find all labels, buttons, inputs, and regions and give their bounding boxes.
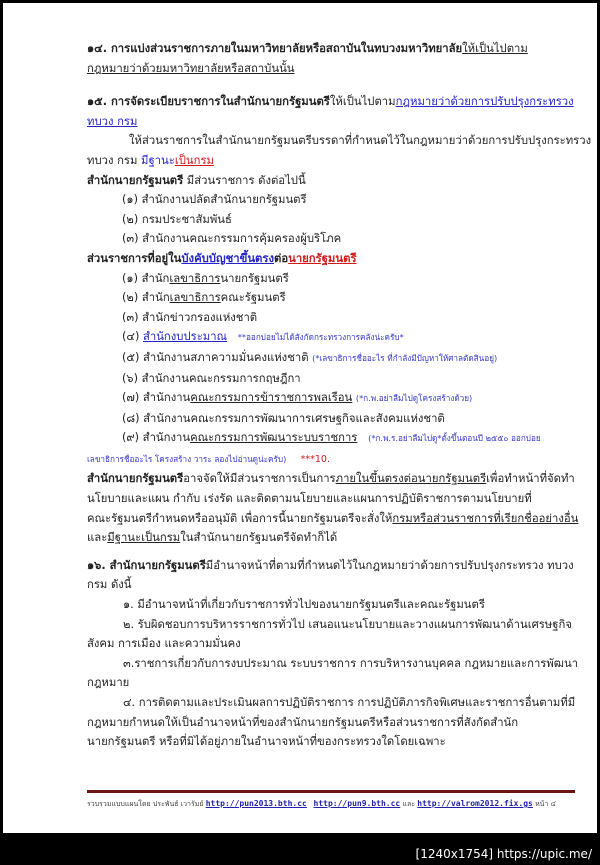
direct-label-b: บังคับบัญชาขึ้นตรง [181, 251, 274, 265]
para2-text-e: ในสำนักนายกรัฐมนตรีจัดทำก็ได้ [180, 531, 338, 545]
list-item [87, 388, 577, 409]
section-16-title: ๑๖. สำนักนายกรัฐมนตรี [87, 558, 206, 572]
direct-label-a: ส่วนราชการที่อยู่ใน [87, 251, 182, 265]
item-suffix: นายกรัฐมนตรี [220, 271, 289, 285]
section-15-title: ๑๕. การจัดระเบียบราชการในสำนักนายกรัฐมนตรี [87, 95, 330, 109]
item-suffix: คณะรัฐมนตรี [220, 291, 286, 305]
footer-and: และ [400, 800, 418, 808]
item-underlined: เลขาธิการ [169, 271, 221, 285]
para2-underlined-2: กรมหรือส่วนราชการที่เรียกชื่ออย่างอื่น [392, 511, 579, 525]
section-14-line2 [87, 59, 577, 79]
list-item: ๒. รับผิดชอบการบริหารราชการทั่วไป เสนอแนะนโยบายและวางแผนการพัฒนาด้านเศรษฐกิจ [123, 617, 572, 631]
list-item [87, 308, 577, 328]
list-item [87, 369, 577, 389]
section-14-heading [87, 39, 577, 59]
direct-units-heading [87, 249, 577, 269]
item-prefix: (๖) สำนักงานคณะกรรมการกฤษฎีกา [122, 371, 301, 385]
item-prefix: (๔) [122, 330, 143, 344]
document-body [87, 39, 592, 752]
list-item-cont: กฎหมาย [87, 676, 130, 690]
section-15-para2-line4 [87, 528, 577, 548]
item-prefix: (๒) สำนัก [122, 291, 170, 305]
section-15-line2 [87, 112, 577, 132]
list-item: (๑) สำนักงานปลัดสำนักนายกรัฐมนตรี [122, 193, 307, 207]
section-15-law-link-a[interactable]: กฎหมายว่าด้วยการปรับปรุงกระทรวง [395, 95, 574, 109]
opm-label-rest: มีส่วนราชการ ดังต่อไปนี้ [183, 173, 306, 187]
annotation-mark: ***10. [300, 453, 330, 465]
document-page [3, 3, 597, 833]
annotation-note: (*เลขาธิการชื่ออะไร ที่กำลังมีปัญหาให้ศาลตัดสินอยู่) [312, 352, 498, 363]
list-item: ๔. การติดตามและประเมินผลการปฏิบัติราชการ การปฏิบัติภารกิจพิเศษและราชการอื่นตามที่มี [123, 696, 576, 709]
annotation-note: (*ก.พ.ร.อย่าลืมไปดู*ตั้งขึ้นตอนปี ๒๕๕๐ ออกบ่อย [368, 433, 541, 444]
list-item [87, 269, 577, 289]
footer-link-pun2013[interactable]: http://pun2013.bth.cc [205, 799, 307, 808]
item-underlined: เลขาธิการ [169, 291, 221, 305]
footer-link-pun9[interactable]: http://pun9.bth.cc [313, 799, 401, 808]
footer-divider [87, 790, 575, 793]
section-15-para2-line2: นโยบายและแผน กำกับ เร่งรัด และติดตามนโยบายและแผนการปฏิบัติราชการตามนโยบายที่ [87, 492, 532, 506]
image-host-watermark: [1240x1754] https://upic.me/ [415, 847, 592, 861]
section-14-link-a: ให้เป็นไปตาม [462, 42, 528, 55]
item-underlined: คณะกรรมการพัฒนาระบบราชการ [190, 431, 358, 445]
page-footer [87, 799, 587, 810]
section-14-link-b: กฎหมายว่าด้วยมหาวิทยาลัยหรือสถาบันนั้น [87, 61, 295, 75]
annotation-note: (*ก.พ.อย่าลืมไปดูโครงสร้างด้วย) [355, 393, 473, 404]
list-item [87, 428, 577, 449]
list-item: (๒) กรมประชาสัมพันธ์ [122, 212, 232, 226]
section-15-para1-line2 [87, 151, 577, 171]
list-item: (๓) สำนักงานคณะกรรมการคุ้มครองผู้บริโภค [122, 232, 342, 246]
item-prefix: (๑) สำนัก [122, 271, 170, 285]
annotation-note: **ออกบ่อยไม่ได้สังกัดกระทรวงการคลังน่ะครับ* [237, 332, 404, 343]
section-15-para1-text2: ทบวง กรม [87, 153, 142, 167]
list-item: ๑. มีอำนาจหน้าที่เกี่ยวกับราชการทั่วไปของนายกรัฐมนตรีและคณะรัฐมนตรี [123, 598, 485, 612]
item-prefix: (๕) สำนักงานสภาความมั่นคงแห่งชาติ [122, 350, 309, 364]
item-prefix: (๙) สำนักงาน [122, 431, 191, 445]
section-16-heading [87, 556, 577, 576]
list-item [87, 348, 577, 369]
item-underlined: คณะกรรมการข้าราชการพลเรือน [190, 391, 353, 405]
list-item [87, 409, 577, 429]
section-15-para1 [87, 131, 592, 151]
page-number: หน้า ๔ [532, 800, 556, 808]
para2-text-c: คณะรัฐมนตรีกำหนดหรืออนุมัติ เพื่อการนี้นายกรัฐมนตรีจะสั่งให้ [87, 511, 393, 525]
section-15-heading [87, 92, 577, 112]
para2-underlined-3: มีฐานะเป็นกรม [107, 531, 181, 545]
annotation-continued [87, 449, 577, 470]
section-16-heading-line2: กรม ดังนี้ [87, 578, 132, 592]
section-15-heading-rest: ให้เป็นไปตาม [329, 95, 396, 109]
section-15-para2-line1 [87, 469, 577, 489]
direct-label-c: ต่อ [273, 251, 289, 265]
para2-underlined-1: ภายในขึ้นตรงต่อนายกรัฐมนตรี [335, 472, 487, 486]
section-15-para1-text: ให้ส่วนราชการในสำนักนายกรัฐมนตรีบรรดาที่กำหนดไว้ในกฎหมายว่าด้วยการปรับปรุงกระทรวง [129, 134, 592, 148]
direct-label-d: นายกรัฐมนตรี [288, 251, 357, 265]
item-prefix: (๗) สำนักงาน [122, 391, 191, 405]
status-text-b: เป็นกรม [174, 153, 214, 167]
footer-link-valrom[interactable]: http://valrom2012.fix.gs [417, 799, 533, 808]
section-15-law-link-b[interactable]: ทบวง กรม [87, 114, 138, 128]
opm-bold: สำนักนายกรัฐมนตรี [87, 472, 184, 486]
para2-text-d: และ [87, 531, 108, 545]
item-prefix: (๘) สำนักงานคณะกรรมการพัฒนาการเศรษฐกิจและสังคมแห่งชาติ [122, 411, 445, 425]
budget-bureau-link[interactable]: สำนักงบประมาณ [142, 330, 228, 344]
para2-text-a: อาจจัดให้มีส่วนราชการเป็นการ [183, 472, 336, 486]
opm-units-heading [87, 171, 577, 191]
para2-text-b: เพื่อทำหน้าที่จัดทำ [486, 472, 575, 486]
list-item-cont: นายกรัฐมนตรี หรือที่มิได้อยู่ภายในอำนาจหน้าที่ของกระทรวงใดโดยเฉพาะ [87, 735, 446, 749]
list-item: ๓.ราชการเกี่ยวกับการงบประมาณ ระบบราชการ การบริหารงานบุคคล กฎหมายและการพัฒนา [123, 656, 579, 670]
list-item-cont: สังคม การเมือง และความมั่นคง [87, 637, 241, 651]
list-item-cont: กฎหมายกำหนดให้เป็นอำนาจหน้าที่ของสำนักนายกรัฐมนตรีหรือส่วนราชการที่สังกัดสำนัก [87, 715, 519, 729]
item-prefix: (๓) สำนักข่าวกรองแห่งชาติ [122, 310, 258, 324]
list-item [87, 288, 577, 308]
status-text-a: มีฐานะ [141, 153, 175, 167]
section-16-heading-rest: มีอำนาจหน้าที่ตามที่กำหนดไว้ในกฎหมายว่าด้วยการปรับปรุงกระทรวง ทบวง [205, 558, 574, 572]
footer-credit: รวบรวมแบบแผนโดย ประพันธ์ เวารัมย์ [87, 800, 206, 808]
list-item [87, 327, 577, 348]
section-14-title: ๑๔. การแบ่งส่วนราชการภายในมหาวิทยาลัยหรือสถาบันในทบวงมหาวิทยาลัย [87, 42, 463, 55]
section-15-para2-line3 [87, 509, 577, 529]
opm-label: สำนักนายกรัฐมนตรี [87, 173, 184, 187]
annotation-note: เลขาธิการชื่ออะไร โครงสร้าง วาระ ลองไปอ่านดูน่ะครับ) [87, 453, 287, 464]
